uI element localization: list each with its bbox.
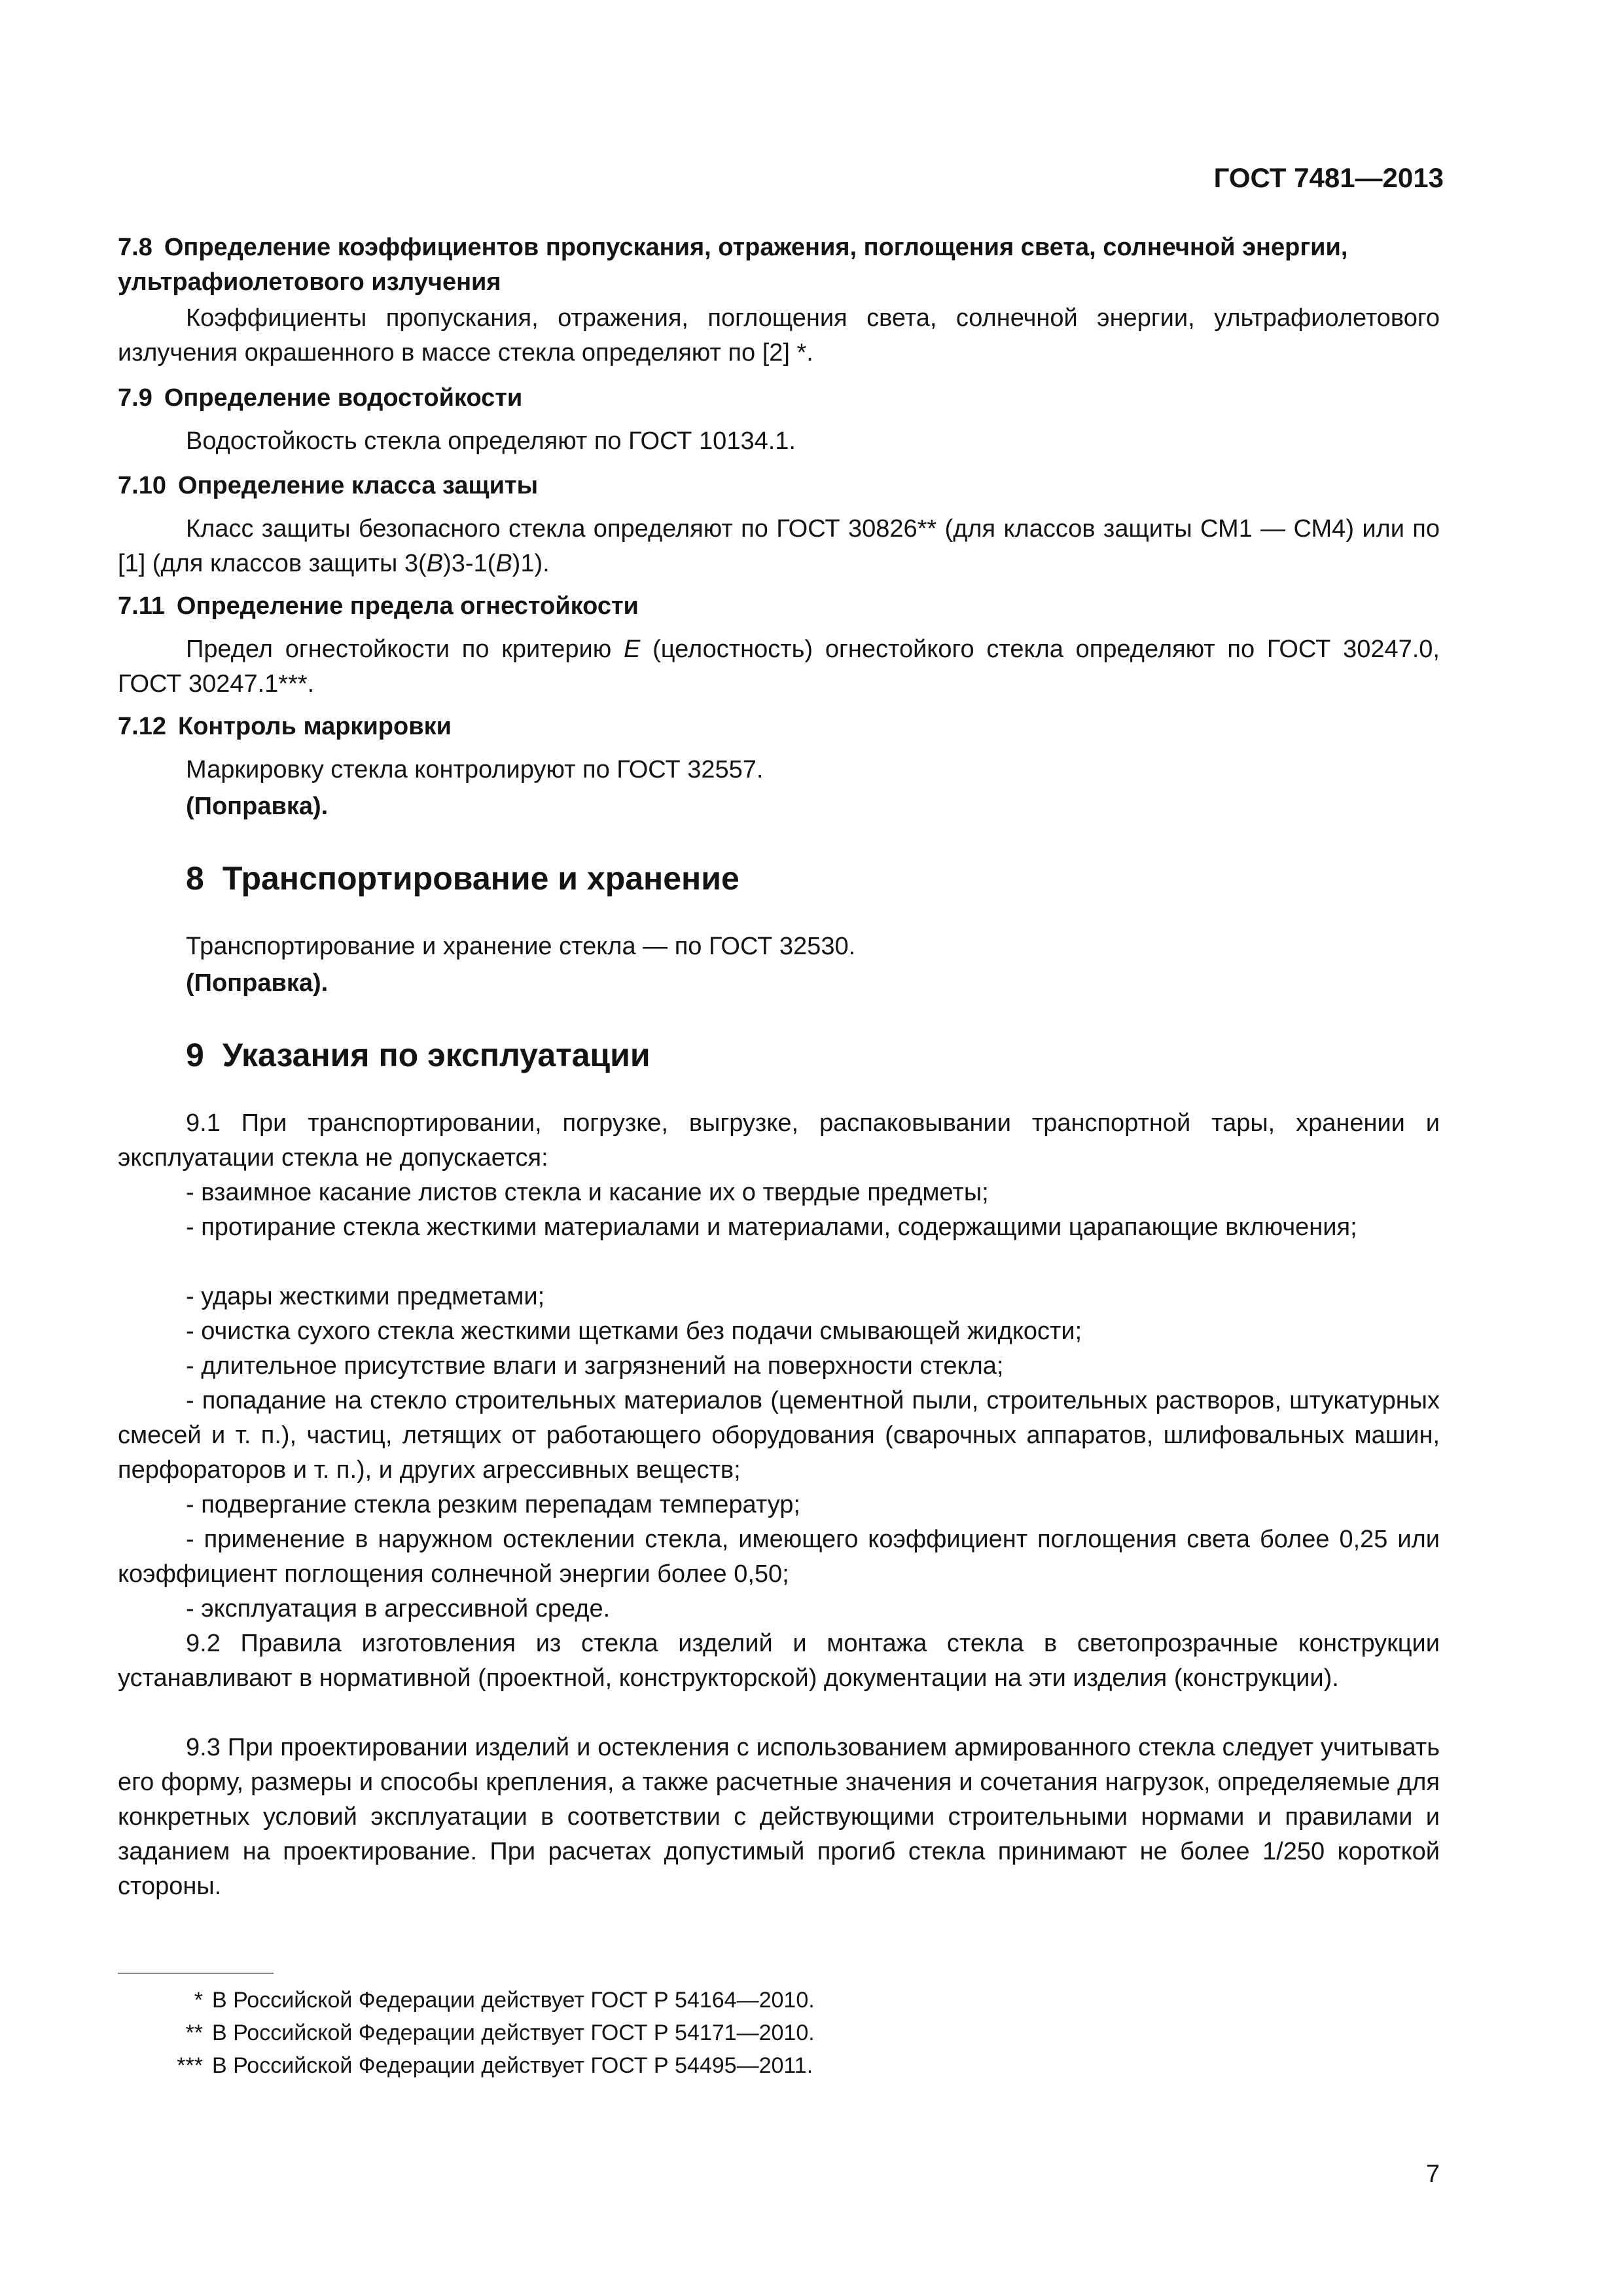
amendment-note: (Поправка).	[186, 793, 329, 820]
section-number: 7.12	[118, 713, 166, 740]
section-title: Определение коэффициентов пропускания, отражения, поглощения света, солнечной энергии, ультрафиолетового излучения	[118, 234, 1348, 296]
footnote-text: В Российской Федерации действует ГОСТ Р 54495—2011.	[212, 2053, 813, 2078]
clause-9-2: 9.2 Правила изготовления из стекла изделий и монтажа стекла в светопрозрачные конструкции устанавливают в нормативной (проектной, конструкторской) документации на эти изделия (конструкции).	[118, 1630, 1440, 1692]
footnote-text: В Российской Федерации действует ГОСТ Р 54171—2010.	[212, 2020, 815, 2045]
section-7-12-heading	[118, 709, 1440, 744]
list-item: - длительное присутствие влаги и загрязнений на поверхности стекла;	[186, 1352, 1004, 1380]
section-number: 7.8	[118, 234, 152, 261]
italic-class-letter: В	[495, 550, 512, 577]
footnote-separator	[118, 1973, 274, 1974]
section-7-8-text: Коэффициенты пропускания, отражения, поглощения света, солнечной энергии, ультрафиолетового излучения окрашенного в массе стекла определяют по [2] *.	[118, 304, 1440, 367]
italic-criterion-letter: Е	[623, 636, 641, 663]
section-number: 9	[186, 1037, 204, 1073]
list-item: - эксплуатация в агрессивной среде.	[186, 1595, 611, 1623]
section-8-text: Транспортирование и хранение стекла — по ГОСТ 32530.	[186, 933, 856, 960]
list-item: - применение в наружном остеклении стекла, имеющего коэффициент поглощения света более 0,25 или коэффициент поглощения солнечной энергии более 0,50;	[118, 1526, 1440, 1588]
section-title: Транспортирование и хранение	[222, 860, 740, 897]
section-title: Определение предела огнестойкости	[176, 592, 639, 620]
text-part: Предел огнестойкости по критерию	[186, 636, 624, 663]
text-part: )3-1(	[443, 550, 496, 577]
standard-designation: ГОСТ 7481—2013	[1213, 162, 1444, 193]
list-item: - удары жесткими предметами;	[186, 1283, 545, 1310]
clause-9-1: 9.1 При транспортировании, погрузке, выгрузке, распаковывании транспортной тары, хранении и эксплуатации стекла не допускается:	[118, 1109, 1440, 1172]
section-7-9-text: Водостойкость стекла определяют по ГОСТ 10134.1.	[186, 427, 796, 455]
section-7-9-heading	[118, 381, 1440, 416]
list-item: - очистка сухого стекла жесткими щетками без подачи смывающей жидкости;	[186, 1318, 1082, 1345]
list-item: - взаимное касание листов стекла и касание их о твердые предметы;	[186, 1179, 989, 1206]
section-9-heading	[186, 1035, 651, 1075]
section-7-12-text: Маркировку стекла контролируют по ГОСТ 32557.	[186, 756, 764, 783]
section-7-8-heading	[118, 230, 1440, 300]
clause-9-3: 9.3 При проектировании изделий и остекления с использованием армированного стекла следует учитывать его форму, размеры и способы крепления, а также расчетные значения и сочетания нагрузок, определяемые для конкретных условий эксплуатации в соответствии с действующими строительными нормами и правилами и заданием на проектирование. При расчетах допустимый прогиб стекла принимают не более 1/250 короткой стороны.	[118, 1734, 1440, 1900]
footnote	[118, 2020, 1440, 2046]
footnote-mark: ***	[177, 2053, 203, 2078]
section-7-11-text	[118, 632, 1440, 702]
section-title: Указания по эксплуатации	[222, 1037, 651, 1073]
page-number: 7	[1425, 2161, 1440, 2188]
footnote	[118, 1987, 1440, 2013]
section-7-10-heading	[118, 469, 1440, 503]
text-part: Класс защиты безопасного стекла определяют по ГОСТ 30826** (для классов защиты СМ1 — СМ4) или по [1] (для классов защиты 3(	[118, 515, 1440, 577]
section-7-11-heading	[118, 589, 1440, 624]
list-item: - протирание стекла жесткими материалами и материалами, содержащими царапающие включения;	[186, 1213, 1357, 1241]
footnote	[118, 2053, 1440, 2079]
section-8-heading	[186, 859, 740, 898]
section-title: Контроль маркировки	[177, 713, 452, 740]
italic-class-letter: В	[426, 550, 444, 577]
text-part: (целостность) огнестойкого стекла определяют по ГОСТ 30247.0, ГОСТ 30247.1***.	[118, 636, 1440, 698]
footnote-mark: **	[185, 2020, 203, 2045]
section-number: 7.11	[118, 592, 165, 620]
section-number: 7.10	[118, 472, 166, 499]
footnote-mark: *	[194, 1988, 203, 2013]
text-part: )1).	[512, 550, 550, 577]
list-item: - попадание на стекло строительных материалов (цементной пыли, строительных растворов, штукатурных смесей и т. п.), частиц, летящих от работающего оборудования (сварочных аппаратов, шлифовальных машин, перфораторов и т. п.), и других агрессивных веществ;	[118, 1387, 1440, 1484]
section-number: 7.9	[118, 384, 152, 412]
list-item: - подвергание стекла резким перепадам температур;	[186, 1491, 800, 1518]
section-title: Определение водостойкости	[164, 384, 523, 412]
section-title: Определение класса защиты	[177, 472, 539, 499]
section-7-10-text	[118, 512, 1440, 581]
footnote-text: В Российской Федерации действует ГОСТ Р 54164—2010.	[212, 1988, 815, 2013]
section-number: 8	[186, 860, 204, 897]
amendment-note: (Поправка).	[186, 969, 329, 997]
